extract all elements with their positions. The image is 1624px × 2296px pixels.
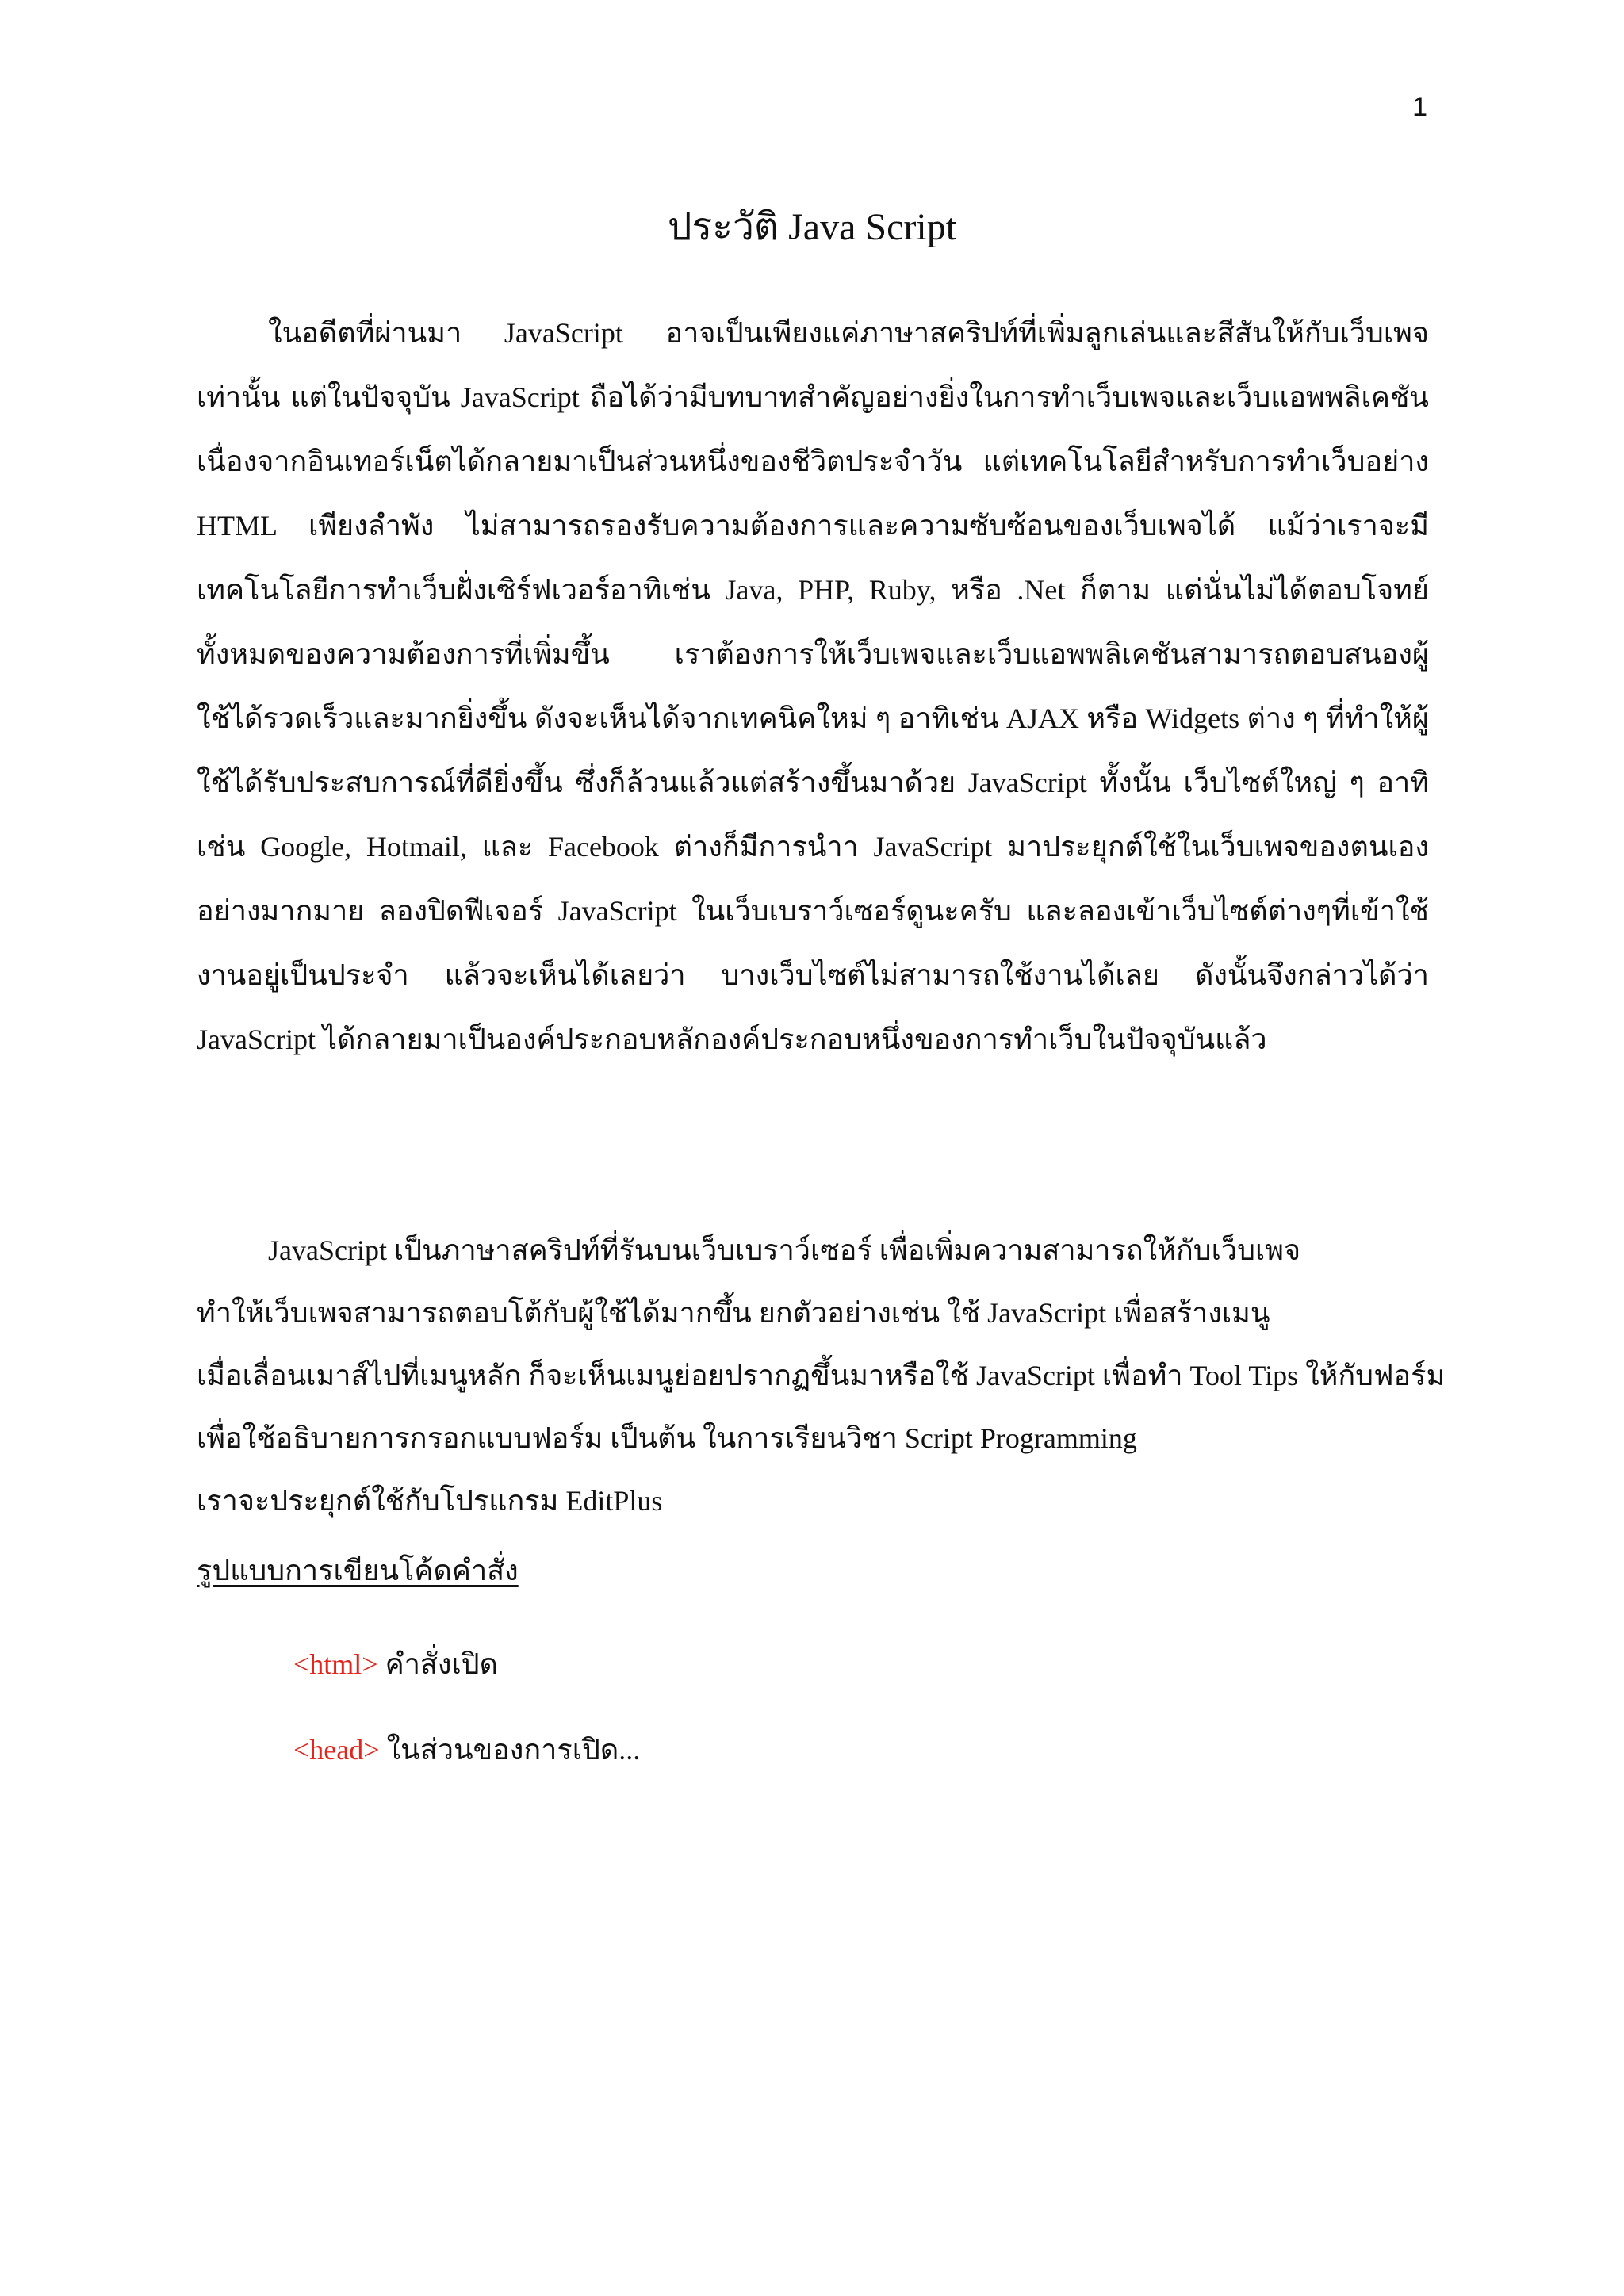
- paragraph-line: เมื่อเลื่อนเมาส์ไปที่เมนูหลัก ก็จะเห็นเมนูย่อยปรากฏขึ้นมาหรือใช้ JavaScript เพื่อทำ Tool Tips ให้กับฟอร์ม: [197, 1360, 1446, 1391]
- code-tag: <html>: [293, 1648, 378, 1680]
- paragraph-history: ในอดีตที่ผ่านมา JavaScript อาจเป็นเพียงแค่ภาษาสคริปท์ที่เพิ่มลูกเล่นและสีสันให้กับเว็บเพจเท่านั้น แต่ในปัจจุบัน JavaScript ถือได้ว่ามีบทบาทสำคัญอย่างยิ่งในการทำเว็บเพจและเว็บแอพพลิเคชัน เนื่องจากอินเทอร์เน็ตได้กลายมาเป็นส่วนหนึ่งของชีวิตประจำวัน แต่เทคโนโลยีสำหรับการทำเว็บอย่าง HTML เพียงลำพัง ไม่สามารถรองรับความต้องการและความซับซ้อนของเว็บเพจได้ แม้ว่าเราจะมีเทคโนโลยีการทำเว็บฝั่งเซิร์ฟเวอร์อาทิเช่น Java, PHP, Ruby, หรือ .Net ก็ตาม แต่นั่นไม่ได้ตอบโจทย์ทั้งหมดของความต้องการที่เพิ่มขึ้น เราต้องการให้เว็บเพจและเว็บแอพพลิเคชันสามารถตอบสนองผู้ใช้ได้รวดเร็วและมากยิ่งขึ้น ดังจะเห็นได้จากเทคนิคใหม่ ๆ อาทิเช่น AJAX หรือ Widgets ต่าง ๆ ที่ทำให้ผู้ใช้ได้รับประสบการณ์ที่ดียิ่งขึ้น ซึ่งก็ล้วนแล้วแต่สร้างขึ้นมาด้วย JavaScript ทั้งนั้น เว็บไซต์ใหญ่ ๆ อาทิเช่น Google, Hotmail, และ Facebook ต่างก็มีการนำา JavaScript มาประยุกต์ใช้ในเว็บเพจของตนเองอย่างมากมาย ลองปิดฟีเจอร์ JavaScript ในเว็บเบราว์เซอร์ดูนะครับ และลองเข้าเว็บไซต์ต่างๆที่เข้าใช้งานอยู่เป็นประจำ แล้วจะเห็นได้เลยว่า บางเว็บไซต์ไม่สามารถใช้งานได้เลย ดังนั้นจึงกล่าวได้ว่า JavaScript ได้กลายมาเป็นองค์ประกอบหลักองค์ประกอบหนึ่งของการทำเว็บในปัจจุบันแล้ว: [197, 317, 1429, 1055]
- paragraph-line: JavaScript เป็นภาษาสคริปท์ที่รันบนเว็บเบราว์เซอร์ เพื่อเพิ่มความสามารถให้กับเว็บเพจ: [268, 1234, 1301, 1266]
- code-description: ในส่วนของการเปิด...: [386, 1734, 641, 1766]
- paragraph-javascript-intro: [197, 1219, 1446, 1533]
- page-number: 1: [1412, 92, 1427, 122]
- document-title: ประวัติ Java Script: [667, 206, 957, 248]
- code-line-head: [293, 1733, 640, 1767]
- code-tag: <head>: [293, 1734, 380, 1766]
- paragraph-line: เพื่อใช้อธิบายการกรอกแบบฟอร์ม เป็นต้น ในการเรียนวิชา Script Programming: [197, 1422, 1137, 1454]
- section-subheading: รูปแบบการเขียนโค้ดคำสั่ง: [197, 1555, 519, 1586]
- paragraph-line: ทำให้เว็บเพจสามารถตอบโต้กับผู้ใช้ได้มากขึ้น ยกตัวอย่างเช่น ใช้ JavaScript เพื่อสร้างเมนู: [197, 1297, 1270, 1329]
- paragraph-line: เราจะประยุกต์ใช้กับโปรแกรม EditPlus: [197, 1485, 663, 1517]
- code-line-html: [293, 1647, 498, 1682]
- code-description: คำสั่งเปิด: [385, 1648, 499, 1680]
